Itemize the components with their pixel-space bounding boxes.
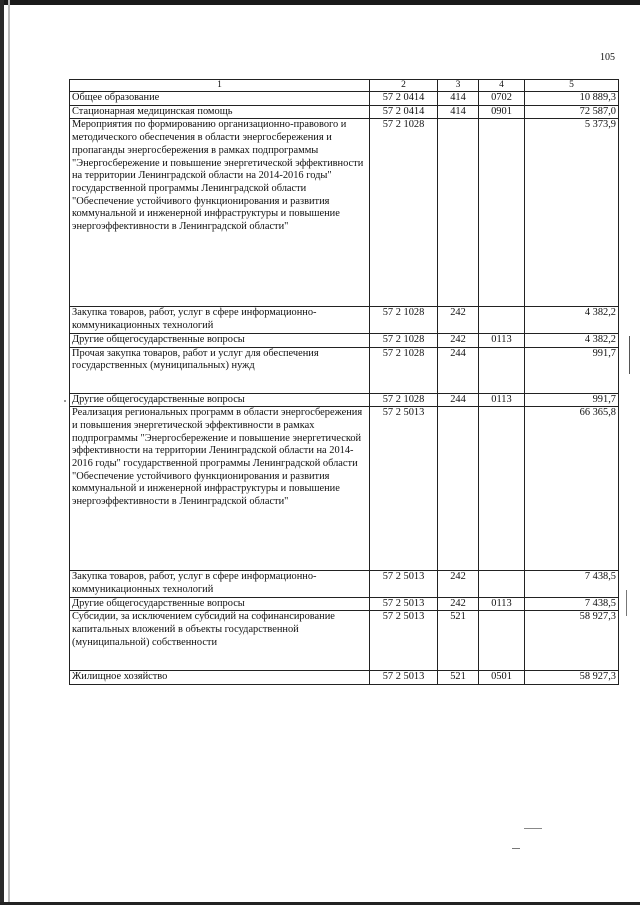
row-expense-type: 244 [438, 347, 479, 393]
row-target-code: 57 2 1028 [370, 333, 438, 347]
row-amount: 10 889,3 [525, 92, 619, 106]
row-target-code: 57 2 5013 [370, 671, 438, 685]
row-expense-type: 242 [438, 333, 479, 347]
row-expense-type: 242 [438, 597, 479, 611]
scan-speck [524, 828, 542, 829]
table-row [70, 671, 619, 685]
header-cell-5: 5 [525, 80, 619, 92]
row-amount: 991,7 [525, 347, 619, 393]
row-section: 0113 [479, 597, 525, 611]
row-name: Общее образование [70, 92, 370, 106]
row-expense-type: 521 [438, 671, 479, 685]
row-name: Реализация региональных программ в области энергосбережения и повышения энергетической эффективности в рамках подпрограммы "Энергосбережение и повышение энергетической эффективности на территории Ленинградской области на 2014-2016 годы" государственной программы Ленинградской области "Обеспечение устойчивого функционирования и развития коммунальной и инженерной инфраструктуры и повышение энергоэффективности в Ленинградской области" [70, 407, 370, 571]
scan-edge-left [0, 0, 4, 905]
row-expense-type: 414 [438, 105, 479, 119]
budget-table [69, 79, 619, 685]
row-target-code: 57 2 1028 [370, 393, 438, 407]
row-amount: 66 365,8 [525, 407, 619, 571]
row-section [479, 611, 525, 671]
row-amount: 72 587,0 [525, 105, 619, 119]
scan-edge-top [0, 0, 640, 5]
row-section: 0702 [479, 92, 525, 106]
row-target-code: 57 2 5013 [370, 407, 438, 571]
margin-mark [626, 590, 627, 616]
row-name: Другие общегосударственные вопросы [70, 393, 370, 407]
row-amount: 58 927,3 [525, 611, 619, 671]
row-name: Другие общегосударственные вопросы [70, 333, 370, 347]
row-target-code: 57 2 1028 [370, 119, 438, 307]
scan-speck [512, 848, 520, 849]
row-expense-type: 414 [438, 92, 479, 106]
row-name: Стационарная медицинская помощь [70, 105, 370, 119]
margin-mark [629, 336, 630, 374]
row-name: Субсидии, за исключением субсидий на софинансирование капитальных вложений в объекты государственной (муниципальной) собственности [70, 611, 370, 671]
row-amount: 5 373,9 [525, 119, 619, 307]
row-expense-type: 244 [438, 393, 479, 407]
row-expense-type: 242 [438, 307, 479, 333]
row-target-code: 57 2 1028 [370, 307, 438, 333]
table-row [70, 119, 619, 307]
row-section: 0901 [479, 105, 525, 119]
row-target-code: 57 2 5013 [370, 571, 438, 597]
row-section [479, 407, 525, 571]
row-amount: 7 438,5 [525, 597, 619, 611]
table-header-row [70, 80, 619, 92]
scan-speck [64, 400, 66, 402]
row-name: Другие общегосударственные вопросы [70, 597, 370, 611]
row-section: 0113 [479, 393, 525, 407]
row-target-code: 57 2 1028 [370, 347, 438, 393]
row-expense-type: 521 [438, 611, 479, 671]
table-row [70, 597, 619, 611]
scan-edge-shadow [8, 0, 10, 905]
header-cell-3: 3 [438, 80, 479, 92]
row-target-code: 57 2 5013 [370, 611, 438, 671]
header-cell-4: 4 [479, 80, 525, 92]
table-row [70, 333, 619, 347]
row-expense-type [438, 407, 479, 571]
table-row [70, 105, 619, 119]
table-row [70, 92, 619, 106]
row-name: Закупка товаров, работ, услуг в сфере информационно-коммуникационных технологий [70, 571, 370, 597]
table-row [70, 407, 619, 571]
row-amount: 991,7 [525, 393, 619, 407]
table-row [70, 393, 619, 407]
table-row [70, 611, 619, 671]
row-name: Прочая закупка товаров, работ и услуг для обеспечения государственных (муниципальных) нужд [70, 347, 370, 393]
row-section: 0113 [479, 333, 525, 347]
row-expense-type [438, 119, 479, 307]
row-expense-type: 242 [438, 571, 479, 597]
table-row [70, 571, 619, 597]
row-amount: 4 382,2 [525, 333, 619, 347]
row-name: Жилищное хозяйство [70, 671, 370, 685]
page-number: 105 [600, 52, 615, 63]
table-row [70, 347, 619, 393]
header-cell-2: 2 [370, 80, 438, 92]
row-section [479, 571, 525, 597]
row-target-code: 57 2 0414 [370, 92, 438, 106]
table-row [70, 307, 619, 333]
row-target-code: 57 2 5013 [370, 597, 438, 611]
row-target-code: 57 2 0414 [370, 105, 438, 119]
row-section [479, 119, 525, 307]
row-amount: 7 438,5 [525, 571, 619, 597]
row-name: Мероприятия по формированию организационно-правового и методического обеспечения в области энергосбережения и пропаганды энергосбережения в рамках подпрограммы "Энергосбережение и повышение энергетической эффективности на территории Ленинградской области на 2014-2016 годы" государственной программы Ленинградской области "Обеспечение устойчивого функционирования и развития коммунальной и инженерной инфраструктуры и повышение энергоэффективности в Ленинградской области" [70, 119, 370, 307]
row-section: 0501 [479, 671, 525, 685]
row-amount: 4 382,2 [525, 307, 619, 333]
row-amount: 58 927,3 [525, 671, 619, 685]
row-section [479, 347, 525, 393]
row-name: Закупка товаров, работ, услуг в сфере информационно-коммуникационных технологий [70, 307, 370, 333]
row-section [479, 307, 525, 333]
header-cell-1: 1 [70, 80, 370, 92]
